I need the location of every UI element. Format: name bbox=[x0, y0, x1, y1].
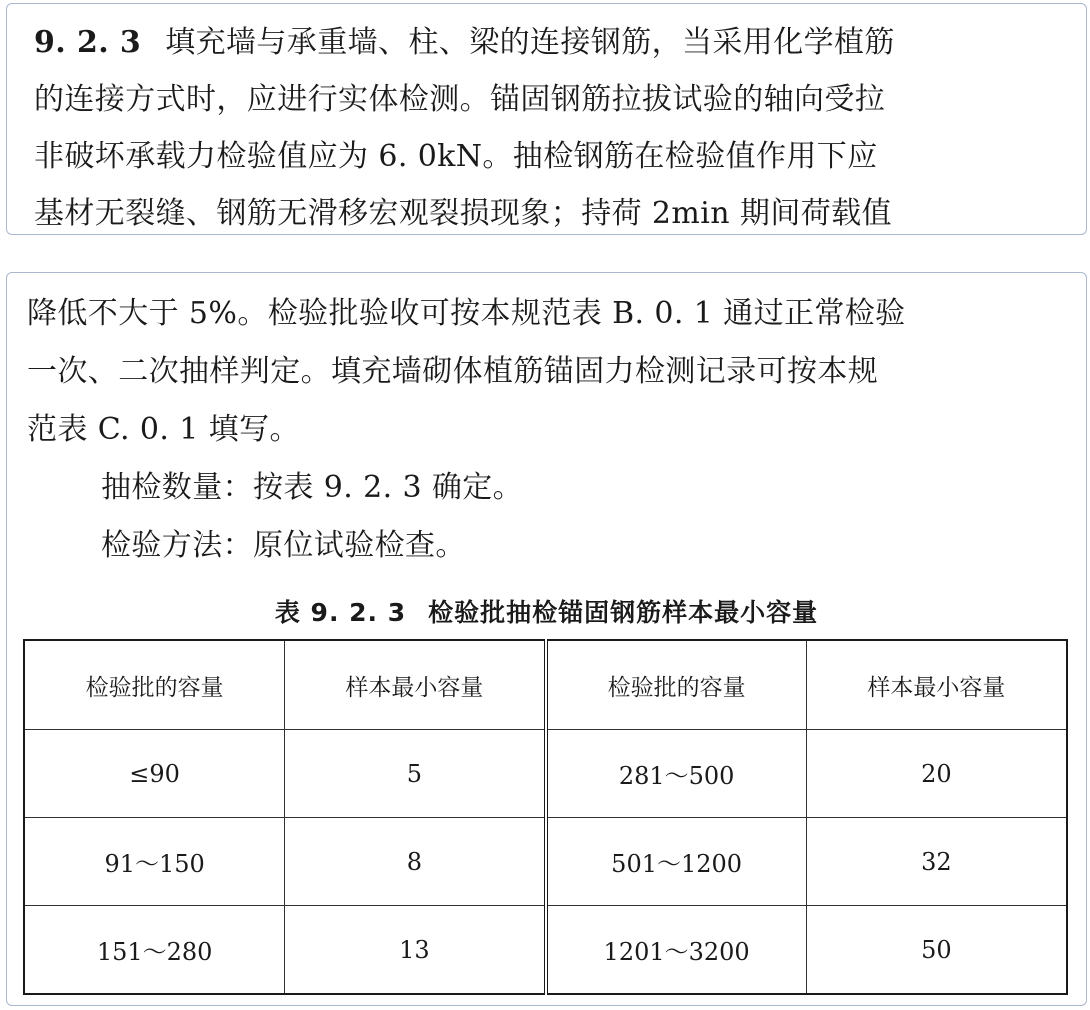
quantity-line: 抽检数量：按表 9. 2. 3 确定。 bbox=[101, 470, 524, 505]
table-row bbox=[24, 818, 1067, 906]
text-line bbox=[34, 14, 1086, 71]
text-line: 非破坏承载力检验值应为 6. 0kN。抽检钢筋在检验值作用下应 bbox=[34, 139, 878, 174]
header-lot-size: 检验批的容量 bbox=[24, 640, 285, 730]
table-cell: 151～280 bbox=[24, 906, 285, 995]
header-min-sample: 样本最小容量 bbox=[806, 640, 1067, 730]
table-cell: 91～150 bbox=[24, 818, 285, 906]
table-header-row bbox=[24, 640, 1067, 730]
table-cell: ≤90 bbox=[24, 730, 285, 818]
text-line: 基材无裂缝、钢筋无滑移宏观裂损现象；持荷 2min 期间荷载值 bbox=[34, 196, 892, 231]
table-cell: 5 bbox=[285, 730, 546, 818]
table-cell: 13 bbox=[285, 906, 546, 995]
table-cell: 32 bbox=[806, 818, 1067, 906]
table-cell: 50 bbox=[806, 906, 1067, 995]
table-cell: 501～1200 bbox=[546, 818, 807, 906]
table-caption bbox=[7, 593, 1086, 629]
clause-text: 填充墙与承重墙、柱、梁的连接钢筋，当采用化学植筋 bbox=[165, 25, 895, 60]
text-line: 的连接方式时，应进行实体检测。锚固钢筋拉拔试验的轴向受拉 bbox=[34, 82, 886, 117]
header-lot-size: 检验批的容量 bbox=[546, 640, 807, 730]
table-caption-number: 表 9. 2. 3 bbox=[274, 598, 407, 627]
table-cell: 1201～3200 bbox=[546, 906, 807, 995]
sample-size-table bbox=[23, 639, 1068, 995]
header-min-sample: 样本最小容量 bbox=[285, 640, 546, 730]
table-cell: 281～500 bbox=[546, 730, 807, 818]
clause-number: 9. 2. 3 bbox=[34, 25, 142, 60]
clause-card-top bbox=[6, 3, 1087, 235]
table-cell: 8 bbox=[285, 818, 546, 906]
text-line: 降低不大于 5%。检验批验收可按本规范表 B. 0. 1 通过正常检验 bbox=[27, 296, 906, 331]
table-row bbox=[24, 730, 1067, 818]
text-line: 范表 C. 0. 1 填写。 bbox=[27, 412, 300, 447]
clause-card-bottom bbox=[6, 272, 1087, 1006]
table-cell: 20 bbox=[806, 730, 1067, 818]
table-row bbox=[24, 906, 1067, 995]
method-line: 检验方法：原位试验检查。 bbox=[101, 528, 466, 563]
table-caption-title: 检验批抽检锚固钢筋样本最小容量 bbox=[428, 598, 819, 627]
text-line: 一次、二次抽样判定。填充墙砌体植筋锚固力检测记录可按本规 bbox=[27, 354, 879, 389]
